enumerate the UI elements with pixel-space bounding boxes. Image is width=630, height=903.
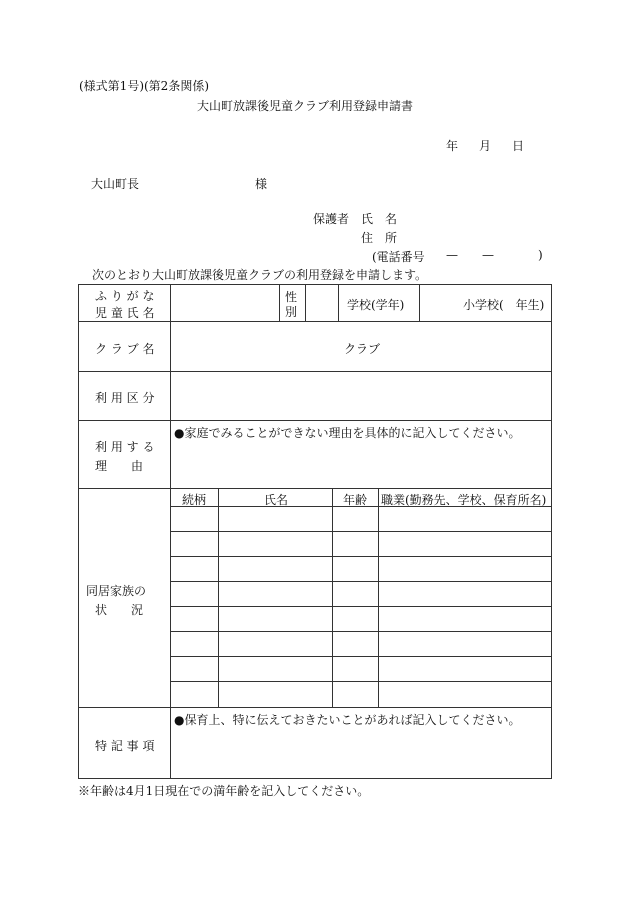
phone-label: (電話番号 bbox=[372, 250, 425, 264]
reason-label-1: 利 用 す る bbox=[95, 440, 155, 454]
guardian-name-label: 氏 名 bbox=[361, 212, 398, 226]
special-notes-field[interactable] bbox=[171, 729, 551, 778]
special-notes-label: 特 記 事 項 bbox=[95, 739, 155, 753]
usage-category-label: 利 用 区 分 bbox=[95, 391, 155, 405]
family-row-divider bbox=[170, 581, 552, 582]
furigana-label: ふ り が な bbox=[95, 289, 155, 303]
phone-dash-1: — bbox=[446, 248, 458, 262]
club-name-field[interactable]: クラブ bbox=[344, 342, 381, 356]
club-label: ク ラ ブ 名 bbox=[95, 342, 155, 356]
footnote: ※年齢は4月1日現在での満年齢を記入してください。 bbox=[78, 784, 370, 798]
family-label-1: 同居家族の bbox=[86, 584, 147, 598]
date-year-label: 年 bbox=[446, 139, 459, 153]
child-name-label: 児 童 氏 名 bbox=[95, 306, 155, 320]
reason-instruction: ●家庭でみることができない理由を具体的に記入してください。 bbox=[174, 426, 521, 440]
reason-field[interactable] bbox=[171, 442, 551, 487]
family-row-divider bbox=[170, 531, 552, 532]
family-header-name: 氏名 bbox=[264, 493, 289, 507]
date-month-label: 月 bbox=[479, 139, 492, 153]
page-title: 大山町放課後児童クラブ利用登録申請書 bbox=[197, 99, 414, 113]
guardian-address-label: 住 所 bbox=[361, 231, 398, 245]
usage-category-field[interactable] bbox=[171, 372, 551, 419]
child-name-field[interactable] bbox=[171, 285, 278, 320]
gender-field[interactable] bbox=[306, 285, 337, 320]
phone-dash-2: — bbox=[482, 248, 494, 262]
family-col-divider bbox=[218, 488, 219, 707]
row-divider bbox=[78, 488, 552, 489]
cell-divider bbox=[338, 284, 339, 321]
cell-divider bbox=[419, 284, 420, 321]
gender-label-2: 別 bbox=[285, 305, 298, 319]
guardian-label: 保護者 bbox=[313, 212, 350, 226]
form-reference: (様式第1号)(第2条関係) bbox=[79, 79, 209, 93]
family-row-divider bbox=[170, 656, 552, 657]
honorific: 様 bbox=[255, 177, 268, 191]
school-label: 学校(学年) bbox=[347, 298, 405, 312]
date-day-label: 日 bbox=[512, 139, 525, 153]
family-row-divider bbox=[170, 556, 552, 557]
family-row-divider bbox=[170, 631, 552, 632]
family-col-divider bbox=[378, 488, 379, 707]
addressee: 大山町長 bbox=[91, 177, 140, 191]
row-divider bbox=[78, 707, 552, 708]
special-notes-instruction: ●保育上、特に伝えておきたいことがあれば記入してください。 bbox=[174, 713, 521, 727]
family-header-age: 年齢 bbox=[343, 493, 368, 507]
gender-label-1: 性 bbox=[285, 290, 298, 304]
cell-divider bbox=[279, 284, 280, 321]
family-label-2: 状 況 bbox=[95, 603, 144, 617]
family-col-divider bbox=[332, 488, 333, 707]
family-row-divider bbox=[170, 681, 552, 682]
family-row-divider bbox=[170, 606, 552, 607]
row-divider bbox=[78, 321, 552, 322]
intro-text: 次のとおり大山町放課後児童クラブの利用登録を申請します。 bbox=[92, 268, 428, 282]
family-header-occupation: 職業(勤務先、学校、保育所名) bbox=[381, 493, 547, 507]
row-divider bbox=[78, 420, 552, 421]
phone-close: ) bbox=[538, 248, 543, 262]
family-header-relation: 続柄 bbox=[182, 493, 207, 507]
school-grade-field[interactable]: 小学校( 年生) bbox=[463, 298, 545, 312]
reason-label-2: 理 由 bbox=[95, 459, 144, 473]
